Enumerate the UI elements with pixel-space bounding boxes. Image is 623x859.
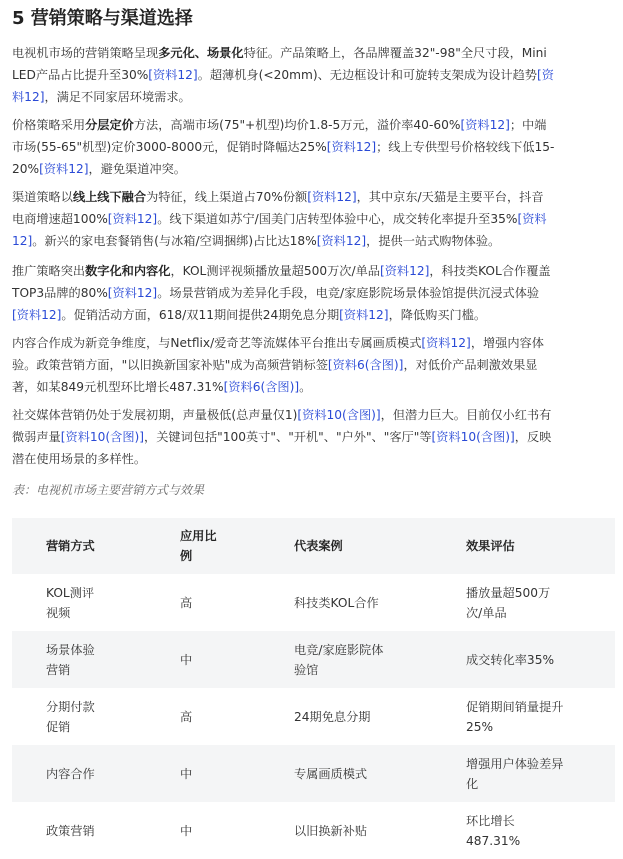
citation-link[interactable]: 料12]: [12, 90, 45, 104]
cell-effect: 成交转化率35%: [432, 631, 615, 688]
cell-ratio: 高: [180, 709, 193, 724]
citation-link[interactable]: [资料12]: [316, 234, 367, 248]
cell-method: 场景体验 营销: [12, 631, 146, 688]
table-row: [12, 745, 615, 802]
citation-link[interactable]: [资料12]: [460, 118, 510, 132]
cell-method: KOL测评 视频: [46, 585, 95, 620]
column-header-method: 营销方式: [12, 518, 146, 574]
citation-link[interactable]: [资料12]: [326, 140, 377, 154]
citation-link[interactable]: [资料10(含图)]: [297, 408, 381, 422]
cell-effect: 环比增长 487.31%: [466, 813, 521, 848]
cell-case: 以旧换新补贴: [294, 823, 368, 838]
cell-case: 24期免息分期: [294, 709, 371, 724]
citation-link[interactable]: [资料6(含图)]: [327, 358, 404, 372]
table-caption: 表：电视机市场主要营销方式与效果: [12, 483, 205, 497]
citation-link[interactable]: [资料12]: [379, 264, 430, 278]
table-header-row: [12, 518, 615, 574]
citation-link[interactable]: [资料: [517, 212, 547, 226]
paragraph-product-strategy: 电视机市场的营销策略呈现多元化、场景化特征。产品策略上，各品牌覆盖32"-98"全尺寸段，Mini LED产品占比提升至30%[资料12]。超薄机身(<20mm)、无边框设计和可旋转支架成为设计趋势[资 料12]，满足不同家居环境需求。: [12, 46, 554, 104]
citation-link[interactable]: [资: [536, 68, 554, 82]
paragraph-pricing-strategy: 价格策略采用分层定价方法，高端市场(75"+机型)均价1.8-5万元，溢价率40-60%[资料12]；中端 市场(55-65"机型)定价3000-8000元，促销时降幅达25%[资料12]；线上专供型号价格较线下低15- 20%[资料12]，避免渠道冲突。: [12, 118, 555, 176]
section-title: 5 营销策略与渠道选择: [12, 8, 193, 29]
table-row: [12, 688, 615, 745]
table-row: [12, 802, 615, 859]
cell-case: 专属画质模式: [260, 745, 432, 802]
citation-link[interactable]: [资料12]: [12, 308, 62, 322]
column-header-case: 代表案例: [260, 518, 432, 574]
citation-link[interactable]: [资料12]: [107, 212, 158, 226]
cell-case: 科技类KOL合作: [294, 595, 379, 610]
table-row: [12, 574, 615, 631]
cell-effect: 播放量超500万 次/单品: [466, 585, 551, 620]
table-row: [12, 631, 615, 688]
citation-link[interactable]: [资料12]: [339, 308, 389, 322]
paragraph-social-media: 社交媒体营销仍处于发展初期，声量极低(总声量仅1)[资料10(含图)]，但潜力巨大。目前仅小红书有 微弱声量[资料10(含图)]，关键词包括"100英寸"、"开机"、"户外"、"客厅"等[资料10(含图)]，反映 潜在使用场景的多样性。: [12, 408, 552, 466]
citation-link[interactable]: [资料10(含图)]: [60, 430, 145, 444]
cell-method: 政策营销: [46, 823, 95, 838]
cell-effect: 增强用户体验差异 化: [432, 745, 615, 802]
cell-ratio: 中: [146, 631, 260, 688]
citation-link[interactable]: [资料10(含图)]: [431, 430, 515, 444]
citation-link[interactable]: 12]: [12, 234, 33, 248]
paragraph-promotion-strategy: 推广策略突出数字化和内容化，KOL测评视频播放量超500万次/单品[资料12]，科技类KOL合作覆盖 TOP3品牌的80%[资料12]。场景营销成为差异化手段，电竞/家庭影院场景体验馆提供沉浸式体验 [资料12]。促销活动方面，618/双11期间提供24期免息分期[资料12]，降低购买门槛。: [12, 264, 551, 322]
cell-ratio: 中: [146, 745, 260, 802]
citation-link[interactable]: [资料12]: [148, 68, 198, 82]
column-header-ratio: 应用比 例: [146, 518, 260, 574]
citation-link[interactable]: [资料12]: [39, 162, 89, 176]
cell-case: 电竞/家庭影院体 验馆: [260, 631, 432, 688]
column-header-effect: 效果评估: [432, 518, 615, 574]
cell-method: 内容合作: [12, 745, 146, 802]
paragraph-content-cooperation: 内容合作成为新竞争维度，与Netflix/爱奇艺等流媒体平台推出专属画质模式[资料12]，增强内容体 验。政策营销方面，"以旧换新国家补贴"成为高频营销标签[资料6(含图)]，对低价产品刺激效果显 著，如某849元机型环比增长487.31%[资料6(含图)]。: [12, 336, 544, 394]
marketing-table: [12, 518, 615, 859]
cell-effect: 促销期间销量提升 25%: [466, 699, 564, 734]
citation-link[interactable]: [资料12]: [107, 286, 158, 300]
cell-method: 分期付款 促销: [46, 699, 95, 734]
citation-link[interactable]: [资料12]: [307, 190, 357, 204]
cell-ratio: 高: [180, 595, 193, 610]
cell-ratio: 中: [180, 823, 193, 838]
paragraph-channel-strategy: 渠道策略以线上线下融合为特征，线上渠道占70%份额[资料12]，其中京东/天猫是主要平台，抖音 电商增速超100%[资料12]。线下渠道如苏宁/国美门店转型体验中心，成交转化率提升至35%[资料 12]。新兴的家电套餐销售(与冰箱/空调捆绑)占比达18%[资料12]，提供一站式购物体验。: [12, 190, 547, 248]
citation-link[interactable]: [资料6(含图)]: [223, 380, 300, 394]
citation-link[interactable]: [资料12]: [421, 336, 471, 350]
